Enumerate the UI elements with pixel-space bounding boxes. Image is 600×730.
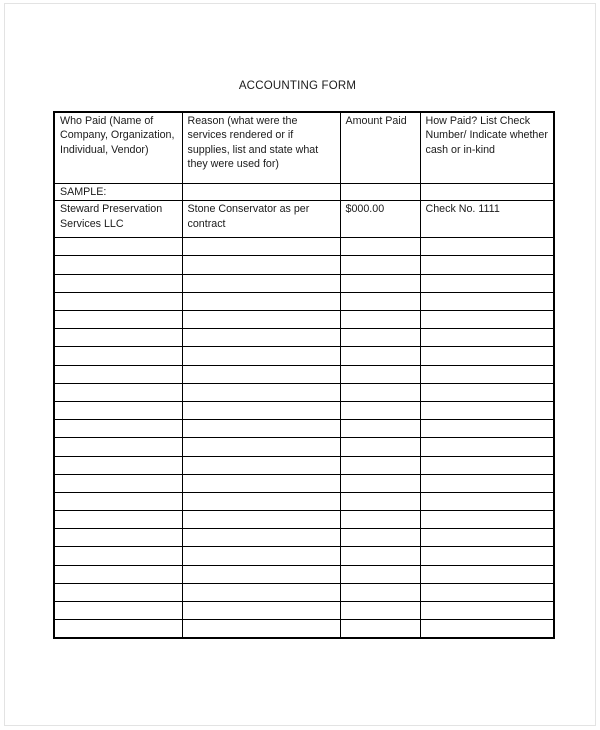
table-row bbox=[54, 401, 554, 419]
table-row bbox=[54, 256, 554, 274]
table-row bbox=[54, 456, 554, 474]
entry-cell-who-paid[interactable] bbox=[54, 565, 182, 583]
column-header-who-paid: Who Paid (Name of Company, Organization, Individual, Vendor) bbox=[54, 112, 182, 184]
entry-cell-amount-paid[interactable] bbox=[340, 456, 420, 474]
entry-cell-reason[interactable] bbox=[182, 456, 340, 474]
entry-cell-amount-paid[interactable] bbox=[340, 438, 420, 456]
entry-cell-how-paid[interactable] bbox=[420, 565, 554, 583]
page-title: ACCOUNTING FORM bbox=[238, 80, 357, 92]
entry-cell-how-paid[interactable] bbox=[420, 401, 554, 419]
table-row bbox=[54, 274, 554, 292]
accounting-table-body bbox=[54, 112, 554, 638]
column-header-reason: Reason (what were the services rendered or if supplies, list and state what they were used for) bbox=[182, 112, 340, 184]
table-header-row bbox=[54, 112, 554, 184]
table-row bbox=[54, 511, 554, 529]
sample-label-cell-how-paid[interactable] bbox=[420, 184, 554, 201]
entry-cell-reason[interactable] bbox=[182, 511, 340, 529]
entry-cell-reason[interactable] bbox=[182, 565, 340, 583]
entry-cell-amount-paid[interactable] bbox=[340, 583, 420, 601]
entry-cell-who-paid[interactable] bbox=[54, 474, 182, 492]
table-row bbox=[54, 347, 554, 365]
table-row bbox=[54, 492, 554, 510]
table-row bbox=[54, 547, 554, 565]
entry-cell-amount-paid[interactable] bbox=[340, 547, 420, 565]
sample-cell-how-paid: Check No. 1111 bbox=[420, 201, 554, 238]
entry-cell-how-paid[interactable] bbox=[420, 583, 554, 601]
entry-cell-reason[interactable] bbox=[182, 620, 340, 639]
entry-cell-reason[interactable] bbox=[182, 492, 340, 510]
column-header-how-paid: How Paid? List Check Number/ Indicate whether cash or in-kind bbox=[420, 112, 554, 184]
table-row bbox=[54, 620, 554, 639]
entry-cell-how-paid[interactable] bbox=[420, 256, 554, 274]
entry-cell-reason[interactable] bbox=[182, 420, 340, 438]
table-row bbox=[54, 438, 554, 456]
entry-cell-how-paid[interactable] bbox=[420, 365, 554, 383]
entry-cell-how-paid[interactable] bbox=[420, 474, 554, 492]
sample-cell-amount-paid: $000.00 bbox=[340, 201, 420, 238]
sample-data-row bbox=[54, 201, 554, 238]
entry-cell-who-paid[interactable] bbox=[54, 602, 182, 620]
entry-cell-reason[interactable] bbox=[182, 547, 340, 565]
entry-cell-amount-paid[interactable] bbox=[340, 365, 420, 383]
table-row bbox=[54, 529, 554, 547]
entry-cell-reason[interactable] bbox=[182, 238, 340, 256]
entry-cell-reason[interactable] bbox=[182, 347, 340, 365]
entry-cell-how-paid[interactable] bbox=[420, 274, 554, 292]
entry-cell-who-paid[interactable] bbox=[54, 547, 182, 565]
entry-cell-who-paid[interactable] bbox=[54, 492, 182, 510]
entry-cell-reason[interactable] bbox=[182, 311, 340, 329]
accounting-table-container bbox=[53, 111, 555, 639]
entry-cell-amount-paid[interactable] bbox=[340, 274, 420, 292]
accounting-table bbox=[53, 111, 555, 639]
entry-cell-who-paid[interactable] bbox=[54, 274, 182, 292]
table-row bbox=[54, 238, 554, 256]
entry-cell-who-paid[interactable] bbox=[54, 401, 182, 419]
table-row bbox=[54, 365, 554, 383]
entry-cell-who-paid[interactable] bbox=[54, 583, 182, 601]
entry-cell-who-paid[interactable] bbox=[54, 238, 182, 256]
entry-cell-reason[interactable] bbox=[182, 292, 340, 310]
entry-cell-amount-paid[interactable] bbox=[340, 529, 420, 547]
entry-cell-who-paid[interactable] bbox=[54, 383, 182, 401]
entry-cell-how-paid[interactable] bbox=[420, 602, 554, 620]
entry-cell-how-paid[interactable] bbox=[420, 383, 554, 401]
entry-cell-who-paid[interactable] bbox=[54, 420, 182, 438]
entry-cell-amount-paid[interactable] bbox=[340, 292, 420, 310]
entry-cell-amount-paid[interactable] bbox=[340, 420, 420, 438]
entry-cell-how-paid[interactable] bbox=[420, 511, 554, 529]
entry-cell-reason[interactable] bbox=[182, 256, 340, 274]
entry-cell-amount-paid[interactable] bbox=[340, 311, 420, 329]
table-row bbox=[54, 474, 554, 492]
entry-cell-how-paid[interactable] bbox=[420, 547, 554, 565]
entry-cell-amount-paid[interactable] bbox=[340, 329, 420, 347]
entry-cell-who-paid[interactable] bbox=[54, 311, 182, 329]
page-sheet bbox=[4, 3, 596, 726]
entry-cell-how-paid[interactable] bbox=[420, 347, 554, 365]
entry-cell-amount-paid[interactable] bbox=[340, 383, 420, 401]
entry-cell-how-paid[interactable] bbox=[420, 620, 554, 639]
entry-cell-amount-paid[interactable] bbox=[340, 620, 420, 639]
table-row bbox=[54, 602, 554, 620]
entry-cell-how-paid[interactable] bbox=[420, 529, 554, 547]
entry-cell-reason[interactable] bbox=[182, 329, 340, 347]
entry-cell-how-paid[interactable] bbox=[420, 456, 554, 474]
entry-cell-reason[interactable] bbox=[182, 529, 340, 547]
entry-cell-who-paid[interactable] bbox=[54, 347, 182, 365]
entry-cell-reason[interactable] bbox=[182, 383, 340, 401]
entry-cell-amount-paid[interactable] bbox=[340, 565, 420, 583]
sample-label-cell-reason[interactable] bbox=[182, 184, 340, 201]
column-header-amount-paid: Amount Paid bbox=[340, 112, 420, 184]
entry-cell-who-paid[interactable] bbox=[54, 292, 182, 310]
entry-cell-how-paid[interactable] bbox=[420, 238, 554, 256]
entry-cell-who-paid[interactable] bbox=[54, 456, 182, 474]
entry-cell-how-paid[interactable] bbox=[420, 420, 554, 438]
table-row bbox=[54, 383, 554, 401]
entry-cell-who-paid[interactable] bbox=[54, 438, 182, 456]
table-row bbox=[54, 420, 554, 438]
entry-cell-reason[interactable] bbox=[182, 474, 340, 492]
entry-cell-who-paid[interactable] bbox=[54, 329, 182, 347]
sample-cell-who-paid: Steward Preservation Services LLC bbox=[54, 201, 182, 238]
table-row bbox=[54, 311, 554, 329]
entry-cell-how-paid[interactable] bbox=[420, 438, 554, 456]
entry-cell-who-paid[interactable] bbox=[54, 511, 182, 529]
entry-cell-amount-paid[interactable] bbox=[340, 256, 420, 274]
entry-cell-how-paid[interactable] bbox=[420, 292, 554, 310]
entry-cell-reason[interactable] bbox=[182, 438, 340, 456]
entry-cell-reason[interactable] bbox=[182, 583, 340, 601]
entry-cell-reason[interactable] bbox=[182, 365, 340, 383]
entry-cell-who-paid[interactable] bbox=[54, 529, 182, 547]
entry-cell-amount-paid[interactable] bbox=[340, 347, 420, 365]
entry-cell-amount-paid[interactable] bbox=[340, 511, 420, 529]
sample-label-row bbox=[54, 184, 554, 201]
sample-label-cell-amount[interactable] bbox=[340, 184, 420, 201]
entry-cell-how-paid[interactable] bbox=[420, 311, 554, 329]
sample-label-cell: SAMPLE: bbox=[54, 184, 182, 201]
entry-cell-amount-paid[interactable] bbox=[340, 492, 420, 510]
entry-cell-how-paid[interactable] bbox=[420, 329, 554, 347]
entry-cell-who-paid[interactable] bbox=[54, 365, 182, 383]
entry-cell-who-paid[interactable] bbox=[54, 620, 182, 639]
table-row bbox=[54, 565, 554, 583]
entry-cell-amount-paid[interactable] bbox=[340, 401, 420, 419]
entry-cell-reason[interactable] bbox=[182, 274, 340, 292]
entry-cell-amount-paid[interactable] bbox=[340, 238, 420, 256]
entry-cell-amount-paid[interactable] bbox=[340, 602, 420, 620]
entry-cell-how-paid[interactable] bbox=[420, 492, 554, 510]
entry-cell-who-paid[interactable] bbox=[54, 256, 182, 274]
sample-cell-reason: Stone Conservator as per contract bbox=[182, 201, 340, 238]
table-row bbox=[54, 292, 554, 310]
table-row bbox=[54, 583, 554, 601]
entry-cell-amount-paid[interactable] bbox=[340, 474, 420, 492]
entry-cell-reason[interactable] bbox=[182, 401, 340, 419]
entry-cell-reason[interactable] bbox=[182, 602, 340, 620]
table-row bbox=[54, 329, 554, 347]
